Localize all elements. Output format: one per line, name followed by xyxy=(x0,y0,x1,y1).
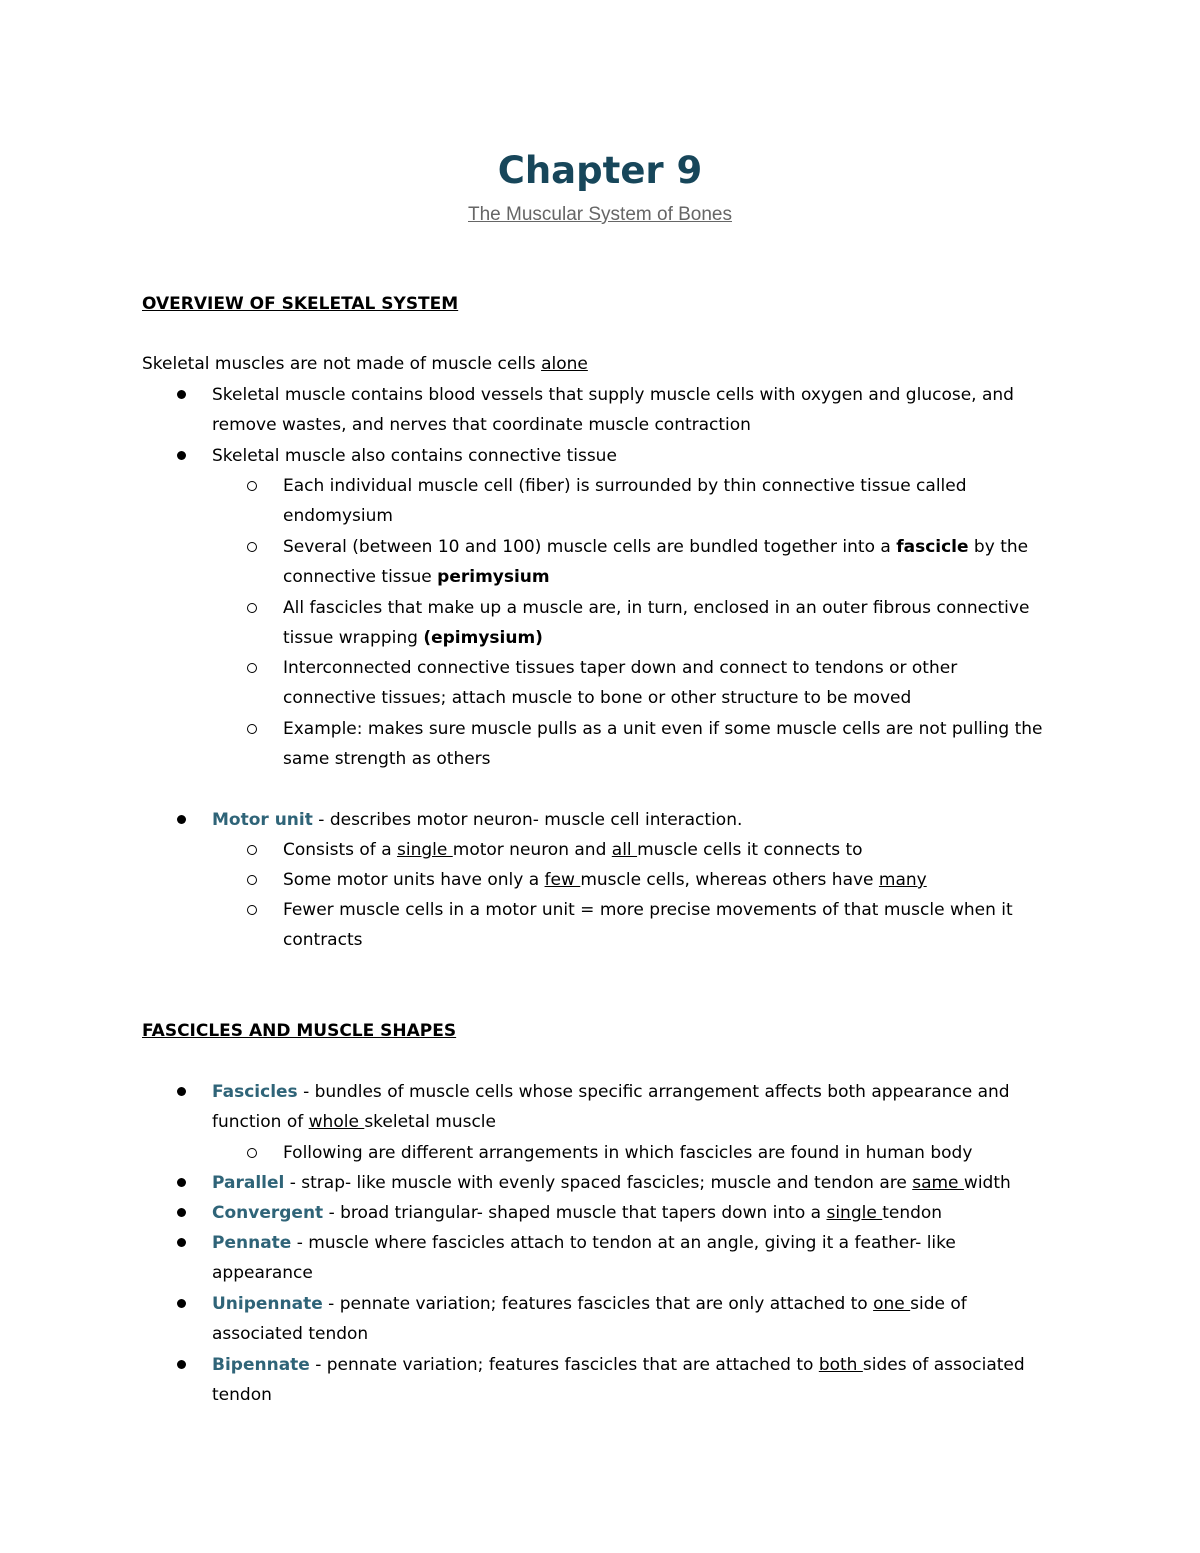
sub-bullet-icon xyxy=(247,845,257,855)
sub-list-item: Following are different arrangements in which fascicles are found in human body xyxy=(283,1143,973,1163)
list-item-fascicles: Fascicles - bundles of muscle cells whose specific arrangement affects both appearance and xyxy=(212,1082,1010,1102)
list-item-continued: remove wastes, and nerves that coordinate muscle contraction xyxy=(212,415,751,435)
bullet-icon xyxy=(177,1208,186,1217)
list-item-continued: tendon xyxy=(212,1385,272,1405)
sub-list-item-continued: endomysium xyxy=(283,506,393,526)
sub-bullet-icon xyxy=(247,905,257,915)
sub-list-item-continued: connective tissues; attach muscle to bone or other structure to be moved xyxy=(283,688,912,708)
sub-list-item-continued: tissue wrapping (epimysium) xyxy=(283,628,543,648)
section-heading-overview: OVERVIEW OF SKELETAL SYSTEM xyxy=(142,294,459,314)
bullet-icon xyxy=(177,1238,186,1247)
page-subtitle: The Muscular System of Bones xyxy=(468,204,732,225)
sub-list-item: Several (between 10 and 100) muscle cells are bundled together into a fascicle by the xyxy=(283,537,1029,557)
list-item-continued: appearance xyxy=(212,1263,313,1283)
bullet-icon xyxy=(177,1360,186,1369)
bullet-icon xyxy=(177,451,186,460)
sub-list-item: Some motor units have only a few muscle cells, whereas others have many xyxy=(283,870,927,890)
list-item-unipennate: Unipennate - pennate variation; features fascicles that are only attached to one side of xyxy=(212,1294,967,1314)
list-item: Skeletal muscle contains blood vessels that supply muscle cells with oxygen and glucose, and xyxy=(212,385,1014,405)
bullet-icon xyxy=(177,815,186,824)
bullet-icon xyxy=(177,1087,186,1096)
list-item-continued: function of whole skeletal muscle xyxy=(212,1112,496,1132)
sub-list-item-continued: same strength as others xyxy=(283,749,491,769)
list-item-continued: associated tendon xyxy=(212,1324,369,1344)
page-title: Chapter 9 xyxy=(497,149,703,192)
sub-list-item: Consists of a single motor neuron and all muscle cells it connects to xyxy=(283,840,863,860)
sub-bullet-icon xyxy=(247,481,257,491)
intro-line: Skeletal muscles are not made of muscle cells alone xyxy=(142,354,588,374)
sub-bullet-icon xyxy=(247,542,257,552)
list-item: Skeletal muscle also contains connective tissue xyxy=(212,446,617,466)
list-item-convergent: Convergent - broad triangular- shaped muscle that tapers down into a single tendon xyxy=(212,1203,943,1223)
section-heading-fascicles: FASCICLES AND MUSCLE SHAPES xyxy=(142,1021,457,1041)
bullet-icon xyxy=(177,1178,186,1187)
sub-list-item: Interconnected connective tissues taper down and connect to tendons or other xyxy=(283,658,958,678)
sub-list-item: Fewer muscle cells in a motor unit = more precise movements of that muscle when it xyxy=(283,900,1013,920)
sub-list-item-continued: contracts xyxy=(283,930,363,950)
sub-list-item: Example: makes sure muscle pulls as a unit even if some muscle cells are not pulling the xyxy=(283,719,1043,739)
sub-bullet-icon xyxy=(247,1148,257,1158)
list-item-pennate: Pennate - muscle where fascicles attach to tendon at an angle, giving it a feather- like xyxy=(212,1233,956,1253)
sub-bullet-icon xyxy=(247,724,257,734)
sub-list-item-continued: connective tissue perimysium xyxy=(283,567,550,587)
sub-bullet-icon xyxy=(247,663,257,673)
sub-bullet-icon xyxy=(247,603,257,613)
bullet-icon xyxy=(177,390,186,399)
list-item-motor-unit: Motor unit - describes motor neuron- muscle cell interaction. xyxy=(212,810,743,830)
list-item-parallel: Parallel - strap- like muscle with evenly spaced fascicles; muscle and tendon are same width xyxy=(212,1173,1011,1193)
sub-list-item: All fascicles that make up a muscle are, in turn, enclosed in an outer fibrous connective xyxy=(283,598,1030,618)
sub-bullet-icon xyxy=(247,875,257,885)
list-item-bipennate: Bipennate - pennate variation; features fascicles that are attached to both sides of associated xyxy=(212,1355,1025,1375)
sub-list-item: Each individual muscle cell (fiber) is surrounded by thin connective tissue called xyxy=(283,476,967,496)
term-motor-unit: Motor unit xyxy=(212,810,313,830)
bullet-icon xyxy=(177,1299,186,1308)
